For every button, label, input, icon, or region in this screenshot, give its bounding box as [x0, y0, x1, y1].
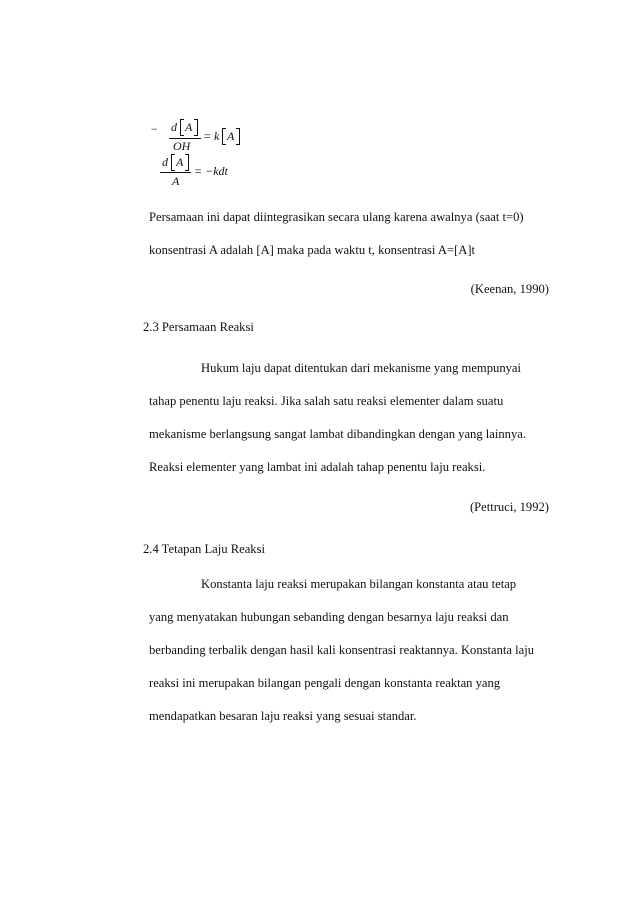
paragraph-line: berbanding terbalik dengan hasil kali konsentrasi reaktannya. Konstanta laju: [149, 643, 535, 657]
eq1-rhs-k: k: [214, 129, 220, 143]
section-heading: 2.4 Tetapan Laju Reaksi: [143, 542, 265, 556]
eq1-denominator: OH: [173, 139, 191, 153]
paragraph-line: konsentrasi A adalah [A] maka pada waktu t, konsentrasi A=[A]t: [149, 243, 476, 257]
eq1-equals: =: [203, 129, 212, 143]
eq2-numerator-var: A: [176, 155, 184, 169]
eq1-right-bracket: [194, 119, 198, 136]
eq1-rhs-right-bracket: [236, 128, 240, 145]
citation: (Keenan, 1990): [470, 282, 549, 296]
eq2-rhs: = −kdt: [194, 164, 228, 178]
paragraph-line: yang menyatakan hubungan sebanding dengan besarnya laju reaksi dan: [149, 610, 509, 624]
section-heading: 2.3 Persamaan Reaksi: [143, 320, 254, 334]
paragraph-line: Persamaan ini dapat diintegrasikan secara ulang karena awalnya (saat t=0): [149, 210, 524, 224]
paragraph-line: Hukum laju dapat ditentukan dari mekanisme yang mempunyai: [201, 361, 522, 375]
eq1-numerator-d: d: [171, 120, 177, 134]
paragraph-line: reaksi ini merupakan bilangan pengali dengan konstanta reaktan yang: [149, 676, 501, 690]
eq2-denominator: A: [172, 174, 180, 188]
eq1-rhs-left-bracket: [222, 128, 226, 145]
paragraph-line: tahap penentu laju reaksi. Jika salah satu reaksi elementer dalam suatu: [149, 394, 504, 408]
paragraph-line: Konstanta laju reaksi merupakan bilangan konstanta atau tetap: [201, 577, 517, 591]
eq1-rhs-var: A: [227, 129, 235, 143]
eq2-left-bracket: [171, 154, 175, 171]
eq2-numerator-d: d: [162, 155, 168, 169]
paragraph-line: mendapatkan besaran laju reaksi yang sesuai standar.: [149, 709, 417, 723]
citation: (Pettruci, 1992): [469, 500, 549, 514]
eq1-numerator-var: A: [185, 120, 193, 134]
eq2-right-bracket: [185, 154, 189, 171]
paragraph-line: mekanisme berlangsung sangat lambat dibandingkan dengan yang lainnya.: [149, 427, 527, 441]
paragraph-line: Reaksi elementer yang lambat ini adalah tahap penentu laju reaksi.: [149, 460, 486, 474]
eq1-minus: −: [150, 122, 159, 136]
eq2-fraction-bar: [160, 172, 191, 173]
eq1-left-bracket: [180, 119, 184, 136]
